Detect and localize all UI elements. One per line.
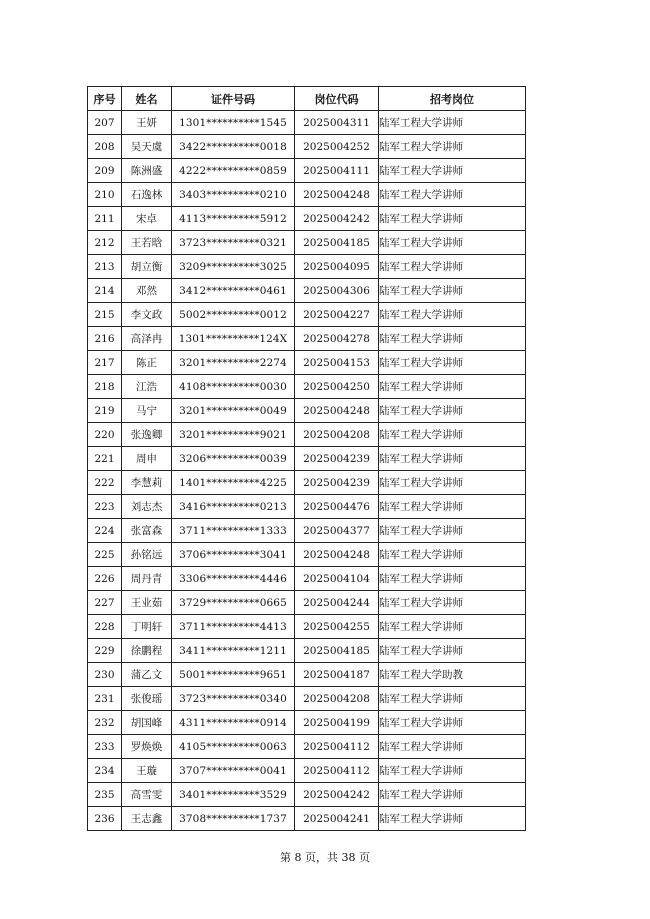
cell-post-code: 2025004112: [295, 759, 379, 783]
header-seq: 序号: [88, 87, 122, 111]
cell-name: 王若晗: [122, 231, 172, 255]
cell-id-number: 3711**********4413: [172, 615, 295, 639]
cell-seq: 207: [88, 111, 122, 135]
cell-id-number: 3708**********1737: [172, 807, 295, 831]
table-row: [88, 159, 526, 183]
cell-position: 陆军工程大学讲师: [379, 471, 526, 495]
table-row: [88, 447, 526, 471]
cell-id-number: 3206**********0039: [172, 447, 295, 471]
table-row: [88, 519, 526, 543]
cell-id-number: 3707**********0041: [172, 759, 295, 783]
cell-name: 宋卓: [122, 207, 172, 231]
cell-id-number: 3412**********0461: [172, 279, 295, 303]
header-post-code: 岗位代码: [295, 87, 379, 111]
cell-position: 陆军工程大学讲师: [379, 207, 526, 231]
cell-post-code: 2025004242: [295, 783, 379, 807]
cell-position: 陆军工程大学讲师: [379, 135, 526, 159]
cell-id-number: 3201**********9021: [172, 423, 295, 447]
cell-post-code: 2025004185: [295, 639, 379, 663]
table-row: [88, 543, 526, 567]
cell-position: 陆军工程大学讲师: [379, 159, 526, 183]
cell-name: 高雪雯: [122, 783, 172, 807]
cell-id-number: 3209**********3025: [172, 255, 295, 279]
cell-name: 胡立衡: [122, 255, 172, 279]
header-id-number: 证件号码: [172, 87, 295, 111]
cell-name: 李文政: [122, 303, 172, 327]
cell-post-code: 2025004311: [295, 111, 379, 135]
table-row: [88, 135, 526, 159]
cell-post-code: 2025004248: [295, 399, 379, 423]
cell-name: 吴天虞: [122, 135, 172, 159]
table-row: [88, 639, 526, 663]
cell-post-code: 2025004104: [295, 567, 379, 591]
cell-seq: 235: [88, 783, 122, 807]
cell-id-number: 3306**********4446: [172, 567, 295, 591]
cell-position: 陆军工程大学助教: [379, 663, 526, 687]
cell-post-code: 2025004476: [295, 495, 379, 519]
cell-post-code: 2025004255: [295, 615, 379, 639]
cell-position: 陆军工程大学讲师: [379, 375, 526, 399]
cell-position: 陆军工程大学讲师: [379, 423, 526, 447]
cell-id-number: 3723**********0340: [172, 687, 295, 711]
roster-table: [87, 86, 526, 831]
table-row: [88, 303, 526, 327]
cell-seq: 223: [88, 495, 122, 519]
table-row: [88, 687, 526, 711]
cell-seq: 228: [88, 615, 122, 639]
cell-name: 张逸卿: [122, 423, 172, 447]
cell-id-number: 3401**********3529: [172, 783, 295, 807]
cell-post-code: 2025004111: [295, 159, 379, 183]
table-row: [88, 207, 526, 231]
table-row: [88, 663, 526, 687]
cell-post-code: 2025004248: [295, 543, 379, 567]
cell-post-code: 2025004208: [295, 423, 379, 447]
table-row: [88, 759, 526, 783]
cell-id-number: 3403**********0210: [172, 183, 295, 207]
cell-name: 陈洲盛: [122, 159, 172, 183]
cell-name: 周申: [122, 447, 172, 471]
cell-position: 陆军工程大学讲师: [379, 399, 526, 423]
cell-id-number: 3201**********0049: [172, 399, 295, 423]
header-row: [88, 87, 526, 111]
cell-id-number: 4108**********0030: [172, 375, 295, 399]
table-row: [88, 615, 526, 639]
cell-post-code: 2025004239: [295, 447, 379, 471]
header-position: 招考岗位: [379, 87, 526, 111]
cell-position: 陆军工程大学讲师: [379, 303, 526, 327]
cell-seq: 214: [88, 279, 122, 303]
cell-post-code: 2025004306: [295, 279, 379, 303]
cell-position: 陆军工程大学讲师: [379, 447, 526, 471]
cell-post-code: 2025004187: [295, 663, 379, 687]
cell-seq: 220: [88, 423, 122, 447]
cell-post-code: 2025004278: [295, 327, 379, 351]
cell-id-number: 1301**********124X: [172, 327, 295, 351]
cell-seq: 229: [88, 639, 122, 663]
cell-position: 陆军工程大学讲师: [379, 687, 526, 711]
cell-post-code: 2025004185: [295, 231, 379, 255]
cell-name: 马宁: [122, 399, 172, 423]
cell-position: 陆军工程大学讲师: [379, 519, 526, 543]
cell-position: 陆军工程大学讲师: [379, 279, 526, 303]
cell-name: 邓然: [122, 279, 172, 303]
cell-name: 王璇: [122, 759, 172, 783]
table-row: [88, 807, 526, 831]
cell-id-number: 1401**********4225: [172, 471, 295, 495]
cell-seq: 224: [88, 519, 122, 543]
cell-name: 蒲乙文: [122, 663, 172, 687]
cell-name: 周丹青: [122, 567, 172, 591]
cell-id-number: 4222**********0859: [172, 159, 295, 183]
cell-post-code: 2025004377: [295, 519, 379, 543]
cell-post-code: 2025004227: [295, 303, 379, 327]
cell-seq: 216: [88, 327, 122, 351]
cell-post-code: 2025004208: [295, 687, 379, 711]
cell-name: 胡国峰: [122, 711, 172, 735]
cell-post-code: 2025004250: [295, 375, 379, 399]
table-body: [88, 111, 526, 831]
cell-position: 陆军工程大学讲师: [379, 183, 526, 207]
cell-post-code: 2025004252: [295, 135, 379, 159]
cell-name: 罗焕焕: [122, 735, 172, 759]
table-row: [88, 591, 526, 615]
table-row: [88, 567, 526, 591]
cell-seq: 222: [88, 471, 122, 495]
cell-seq: 209: [88, 159, 122, 183]
cell-position: 陆军工程大学讲师: [379, 735, 526, 759]
cell-name: 江浩: [122, 375, 172, 399]
table-row: [88, 327, 526, 351]
cell-post-code: 2025004248: [295, 183, 379, 207]
cell-seq: 233: [88, 735, 122, 759]
cell-id-number: 4105**********0063: [172, 735, 295, 759]
cell-position: 陆军工程大学讲师: [379, 351, 526, 375]
cell-name: 张富森: [122, 519, 172, 543]
cell-name: 石逸林: [122, 183, 172, 207]
cell-id-number: 3723**********0321: [172, 231, 295, 255]
cell-position: 陆军工程大学讲师: [379, 639, 526, 663]
cell-position: 陆军工程大学讲师: [379, 111, 526, 135]
cell-id-number: 3416**********0213: [172, 495, 295, 519]
cell-seq: 217: [88, 351, 122, 375]
cell-seq: 226: [88, 567, 122, 591]
cell-name: 刘志杰: [122, 495, 172, 519]
cell-name: 徐鹏程: [122, 639, 172, 663]
cell-seq: 211: [88, 207, 122, 231]
cell-seq: 221: [88, 447, 122, 471]
cell-position: 陆军工程大学讲师: [379, 567, 526, 591]
cell-position: 陆军工程大学讲师: [379, 807, 526, 831]
table-row: [88, 783, 526, 807]
cell-seq: 208: [88, 135, 122, 159]
table-row: [88, 111, 526, 135]
table-row: [88, 351, 526, 375]
cell-position: 陆军工程大学讲师: [379, 543, 526, 567]
cell-seq: 219: [88, 399, 122, 423]
cell-id-number: 3422**********0018: [172, 135, 295, 159]
page-footer: 第 8 页，共 38 页: [280, 851, 370, 864]
cell-seq: 231: [88, 687, 122, 711]
cell-seq: 236: [88, 807, 122, 831]
cell-position: 陆军工程大学讲师: [379, 783, 526, 807]
cell-id-number: 4113**********5912: [172, 207, 295, 231]
cell-position: 陆军工程大学讲师: [379, 327, 526, 351]
cell-post-code: 2025004239: [295, 471, 379, 495]
cell-id-number: 3201**********2274: [172, 351, 295, 375]
table-row: [88, 279, 526, 303]
cell-id-number: 4311**********0914: [172, 711, 295, 735]
cell-seq: 218: [88, 375, 122, 399]
cell-seq: 213: [88, 255, 122, 279]
cell-name: 王志鑫: [122, 807, 172, 831]
cell-position: 陆军工程大学讲师: [379, 759, 526, 783]
table-row: [88, 399, 526, 423]
cell-id-number: 3729**********0665: [172, 591, 295, 615]
cell-post-code: 2025004095: [295, 255, 379, 279]
table-row: [88, 495, 526, 519]
cell-name: 王业茹: [122, 591, 172, 615]
cell-name: 陈正: [122, 351, 172, 375]
cell-post-code: 2025004199: [295, 711, 379, 735]
cell-seq: 227: [88, 591, 122, 615]
table-row: [88, 735, 526, 759]
cell-id-number: 3706**********3041: [172, 543, 295, 567]
header-name: 姓名: [122, 87, 172, 111]
cell-name: 王妍: [122, 111, 172, 135]
table-row: [88, 231, 526, 255]
cell-seq: 234: [88, 759, 122, 783]
cell-post-code: 2025004244: [295, 591, 379, 615]
cell-post-code: 2025004241: [295, 807, 379, 831]
table-row: [88, 375, 526, 399]
cell-position: 陆军工程大学讲师: [379, 615, 526, 639]
cell-post-code: 2025004112: [295, 735, 379, 759]
cell-position: 陆军工程大学讲师: [379, 495, 526, 519]
cell-position: 陆军工程大学讲师: [379, 711, 526, 735]
cell-name: 李慧莉: [122, 471, 172, 495]
cell-id-number: 5001**********9651: [172, 663, 295, 687]
cell-position: 陆军工程大学讲师: [379, 255, 526, 279]
cell-seq: 230: [88, 663, 122, 687]
table-row: [88, 471, 526, 495]
cell-id-number: 1301**********1545: [172, 111, 295, 135]
cell-position: 陆军工程大学讲师: [379, 591, 526, 615]
cell-name: 高泽冉: [122, 327, 172, 351]
cell-name: 孙铭远: [122, 543, 172, 567]
cell-seq: 225: [88, 543, 122, 567]
cell-seq: 210: [88, 183, 122, 207]
cell-id-number: 5002**********0012: [172, 303, 295, 327]
table-row: [88, 255, 526, 279]
cell-position: 陆军工程大学讲师: [379, 231, 526, 255]
cell-name: 张俊瑶: [122, 687, 172, 711]
cell-seq: 215: [88, 303, 122, 327]
cell-name: 丁明轩: [122, 615, 172, 639]
cell-seq: 212: [88, 231, 122, 255]
table-row: [88, 183, 526, 207]
table-row: [88, 711, 526, 735]
cell-post-code: 2025004242: [295, 207, 379, 231]
cell-id-number: 3411**********1211: [172, 639, 295, 663]
cell-post-code: 2025004153: [295, 351, 379, 375]
table-row: [88, 423, 526, 447]
cell-seq: 232: [88, 711, 122, 735]
cell-id-number: 3711**********1333: [172, 519, 295, 543]
